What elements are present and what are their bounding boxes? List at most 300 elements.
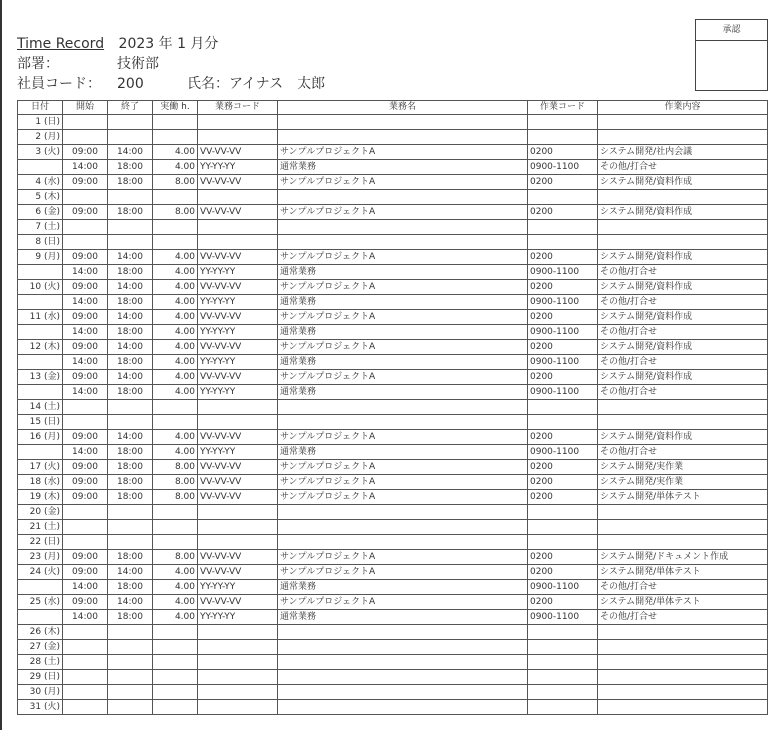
employee-line (17, 73, 325, 93)
date-cell: 16 (月) (18, 430, 63, 445)
start-cell (63, 520, 108, 535)
start-cell: 09:00 (63, 250, 108, 265)
task-code-cell (198, 220, 278, 235)
end-cell: 14:00 (108, 370, 153, 385)
table-row (18, 595, 768, 610)
date-cell: 11 (水) (18, 310, 63, 325)
hours-cell (153, 190, 198, 205)
end-cell (108, 415, 153, 430)
task-code-cell: VV-VV-VV (198, 550, 278, 565)
task-name-cell: サンプルプロジェクトA (278, 175, 528, 190)
task-code-cell: VV-VV-VV (198, 205, 278, 220)
work-code-cell: 0200 (528, 370, 598, 385)
task-code-cell: VV-VV-VV (198, 310, 278, 325)
task-code-cell (198, 625, 278, 640)
hours-cell: 4.00 (153, 430, 198, 445)
task-code-cell (198, 685, 278, 700)
date-cell: 8 (日) (18, 235, 63, 250)
end-cell: 18:00 (108, 475, 153, 490)
work-code-cell: 0900-1100 (528, 295, 598, 310)
work-code-cell: 0200 (528, 250, 598, 265)
work-content-cell: システム開発/資料作成 (598, 430, 768, 445)
work-content-cell (598, 520, 768, 535)
task-code-cell: VV-VV-VV (198, 175, 278, 190)
date-cell (18, 445, 63, 460)
task-name-cell: サンプルプロジェクトA (278, 370, 528, 385)
date-cell: 28 (土) (18, 655, 63, 670)
task-code-cell: VV-VV-VV (198, 430, 278, 445)
task-code-cell: VV-VV-VV (198, 460, 278, 475)
date-cell: 15 (日) (18, 415, 63, 430)
hours-cell (153, 685, 198, 700)
start-cell (63, 655, 108, 670)
work-code-cell: 0200 (528, 175, 598, 190)
work-code-cell (528, 655, 598, 670)
table-row (18, 205, 768, 220)
start-cell: 14:00 (63, 445, 108, 460)
table-row (18, 655, 768, 670)
task-name-cell (278, 700, 528, 715)
start-cell (63, 130, 108, 145)
hours-cell (153, 115, 198, 130)
end-cell: 18:00 (108, 295, 153, 310)
department-value: 技術部 (117, 56, 159, 72)
date-cell: 7 (土) (18, 220, 63, 235)
hours-cell: 4.00 (153, 295, 198, 310)
table-row (18, 220, 768, 235)
work-content-cell: システム開発/資料作成 (598, 370, 768, 385)
task-code-cell (198, 520, 278, 535)
work-code-cell: 0900-1100 (528, 355, 598, 370)
hours-cell: 4.00 (153, 445, 198, 460)
start-cell: 14:00 (63, 160, 108, 175)
task-code-cell (198, 670, 278, 685)
work-content-cell (598, 400, 768, 415)
hours-cell (153, 235, 198, 250)
table-row (18, 310, 768, 325)
end-cell (108, 670, 153, 685)
task-name-cell (278, 625, 528, 640)
date-cell: 24 (火) (18, 565, 63, 580)
hours-cell (153, 415, 198, 430)
table-row (18, 145, 768, 160)
hours-cell: 4.00 (153, 325, 198, 340)
left-edge-line (0, 0, 2, 730)
table-row (18, 685, 768, 700)
start-cell (63, 700, 108, 715)
table-row (18, 580, 768, 595)
task-name-cell (278, 535, 528, 550)
date-cell: 10 (火) (18, 280, 63, 295)
task-name-cell: 通常業務 (278, 160, 528, 175)
work-code-cell: 0200 (528, 430, 598, 445)
date-cell: 9 (月) (18, 250, 63, 265)
table-row (18, 415, 768, 430)
date-header: 日付 (18, 101, 63, 115)
task-name-cell: 通常業務 (278, 580, 528, 595)
task-code-cell: YY-YY-YY (198, 580, 278, 595)
task-code-cell: VV-VV-VV (198, 565, 278, 580)
work-code-cell (528, 685, 598, 700)
end-cell (108, 130, 153, 145)
start-cell: 14:00 (63, 610, 108, 625)
start-cell (63, 190, 108, 205)
date-cell: 13 (金) (18, 370, 63, 385)
task-name-cell (278, 130, 528, 145)
work-content-cell (598, 700, 768, 715)
table-row (18, 265, 768, 280)
task-name-cell (278, 400, 528, 415)
start-cell: 09:00 (63, 145, 108, 160)
end-cell (108, 505, 153, 520)
end-cell (108, 520, 153, 535)
task-code-cell: YY-YY-YY (198, 265, 278, 280)
start-cell: 09:00 (63, 310, 108, 325)
table-row (18, 610, 768, 625)
work-content-cell: システム開発/単体テスト (598, 565, 768, 580)
end-cell (108, 700, 153, 715)
end-cell: 18:00 (108, 550, 153, 565)
date-cell: 12 (木) (18, 340, 63, 355)
task-name-cell: 通常業務 (278, 295, 528, 310)
table-row (18, 385, 768, 400)
start-cell: 09:00 (63, 475, 108, 490)
start-header: 開始 (63, 101, 108, 115)
work-code-cell (528, 115, 598, 130)
work-content-cell (598, 535, 768, 550)
start-cell: 09:00 (63, 460, 108, 475)
task-code-cell: YY-YY-YY (198, 445, 278, 460)
hours-cell (153, 220, 198, 235)
end-cell (108, 640, 153, 655)
end-cell: 18:00 (108, 445, 153, 460)
table-row (18, 250, 768, 265)
table-row (18, 130, 768, 145)
date-cell (18, 580, 63, 595)
work-code-cell: 0200 (528, 145, 598, 160)
hours-cell: 4.00 (153, 595, 198, 610)
work-content-cell: システム開発/単体テスト (598, 490, 768, 505)
work-code-cell: 0200 (528, 340, 598, 355)
start-cell: 14:00 (63, 265, 108, 280)
work-content-cell: システム開発/ドキュメント作成 (598, 550, 768, 565)
date-cell: 18 (水) (18, 475, 63, 490)
table-row (18, 160, 768, 175)
work-code-cell (528, 415, 598, 430)
table-row (18, 190, 768, 205)
date-cell: 20 (金) (18, 505, 63, 520)
start-cell: 09:00 (63, 550, 108, 565)
end-cell: 14:00 (108, 565, 153, 580)
work-code-cell: 0900-1100 (528, 580, 598, 595)
hours-cell: 4.00 (153, 145, 198, 160)
work-code-cell: 0200 (528, 490, 598, 505)
end-cell: 18:00 (108, 490, 153, 505)
date-cell (18, 295, 63, 310)
task-code-cell (198, 190, 278, 205)
work-content-cell (598, 115, 768, 130)
work-content-cell: その他/打合せ (598, 355, 768, 370)
work-content-cell: システム開発/単体テスト (598, 595, 768, 610)
work-content-cell (598, 415, 768, 430)
hours-cell (153, 400, 198, 415)
work-code-cell: 0200 (528, 205, 598, 220)
end-cell (108, 235, 153, 250)
work-content-cell: システム開発/実作業 (598, 460, 768, 475)
task-name-cell: サンプルプロジェクトA (278, 340, 528, 355)
date-cell (18, 610, 63, 625)
table-row (18, 340, 768, 355)
end-cell: 18:00 (108, 580, 153, 595)
hours-cell: 4.00 (153, 370, 198, 385)
task-code-cell: YY-YY-YY (198, 160, 278, 175)
task-name-cell (278, 670, 528, 685)
department-label: 部署： (17, 56, 59, 72)
table-row (18, 355, 768, 370)
work-code-cell: 0900-1100 (528, 445, 598, 460)
end-cell: 14:00 (108, 250, 153, 265)
end-cell (108, 400, 153, 415)
hours-cell: 4.00 (153, 280, 198, 295)
work-content-cell: システム開発/社内会議 (598, 145, 768, 160)
work-code-cell: 0900-1100 (528, 385, 598, 400)
end-cell: 14:00 (108, 280, 153, 295)
hours-cell: 4.00 (153, 340, 198, 355)
date-cell (18, 325, 63, 340)
task-code-cell (198, 235, 278, 250)
work-content-cell: システム開発/資料作成 (598, 310, 768, 325)
hours-cell (153, 640, 198, 655)
hours-header: 実働 h. (153, 101, 198, 115)
work-content-cell: その他/打合せ (598, 160, 768, 175)
task-code-header: 業務コード (198, 101, 278, 115)
department-line (17, 53, 159, 73)
work-code-cell (528, 520, 598, 535)
work-content-cell (598, 235, 768, 250)
start-cell (63, 415, 108, 430)
hours-cell: 4.00 (153, 565, 198, 580)
date-cell: 29 (日) (18, 670, 63, 685)
table-row (18, 670, 768, 685)
hours-cell: 4.00 (153, 310, 198, 325)
work-content-cell: システム開発/資料作成 (598, 205, 768, 220)
work-content-cell: システム開発/資料作成 (598, 340, 768, 355)
end-cell: 14:00 (108, 595, 153, 610)
work-code-cell: 0900-1100 (528, 325, 598, 340)
work-content-cell: システム開発/資料作成 (598, 175, 768, 190)
approval-label: 承認 (696, 20, 767, 41)
table-row (18, 325, 768, 340)
task-name-cell: サンプルプロジェクトA (278, 280, 528, 295)
hours-cell (153, 670, 198, 685)
work-code-cell (528, 535, 598, 550)
task-name-cell: サンプルプロジェクトA (278, 490, 528, 505)
start-cell: 09:00 (63, 565, 108, 580)
task-name-cell (278, 190, 528, 205)
date-cell: 21 (土) (18, 520, 63, 535)
work-code-cell: 0900-1100 (528, 265, 598, 280)
start-cell (63, 670, 108, 685)
table-row (18, 490, 768, 505)
date-cell: 3 (火) (18, 145, 63, 160)
work-code-cell: 0200 (528, 460, 598, 475)
start-cell: 09:00 (63, 340, 108, 355)
table-row (18, 475, 768, 490)
hours-cell: 8.00 (153, 175, 198, 190)
work-content-cell (598, 625, 768, 640)
date-cell: 27 (金) (18, 640, 63, 655)
task-name-cell (278, 520, 528, 535)
date-cell (18, 160, 63, 175)
date-cell (18, 355, 63, 370)
task-name-cell: サンプルプロジェクトA (278, 475, 528, 490)
task-code-cell (198, 415, 278, 430)
start-cell (63, 685, 108, 700)
end-header: 終了 (108, 101, 153, 115)
task-code-cell (198, 640, 278, 655)
hours-cell: 4.00 (153, 580, 198, 595)
end-cell: 18:00 (108, 325, 153, 340)
end-cell: 14:00 (108, 340, 153, 355)
end-cell: 18:00 (108, 355, 153, 370)
hours-cell: 4.00 (153, 160, 198, 175)
table-row (18, 505, 768, 520)
hours-cell: 4.00 (153, 265, 198, 280)
task-name-cell: サンプルプロジェクトA (278, 145, 528, 160)
start-cell: 14:00 (63, 580, 108, 595)
date-cell: 6 (金) (18, 205, 63, 220)
work-code-cell: 0200 (528, 280, 598, 295)
hours-cell (153, 625, 198, 640)
hours-cell (153, 505, 198, 520)
end-cell (108, 655, 153, 670)
task-code-cell: VV-VV-VV (198, 340, 278, 355)
task-name-cell: 通常業務 (278, 325, 528, 340)
table-row (18, 295, 768, 310)
date-cell: 1 (日) (18, 115, 63, 130)
hours-cell (153, 130, 198, 145)
date-cell: 22 (日) (18, 535, 63, 550)
hours-cell: 8.00 (153, 460, 198, 475)
work-content-cell (598, 505, 768, 520)
hours-cell: 4.00 (153, 385, 198, 400)
work-content-cell: その他/打合せ (598, 265, 768, 280)
date-cell: 5 (木) (18, 190, 63, 205)
work-content-cell (598, 190, 768, 205)
task-code-cell: YY-YY-YY (198, 610, 278, 625)
work-code-cell (528, 625, 598, 640)
hours-cell (153, 535, 198, 550)
start-cell (63, 505, 108, 520)
task-code-cell (198, 400, 278, 415)
table-row (18, 535, 768, 550)
table-row (18, 430, 768, 445)
task-name-cell: 通常業務 (278, 385, 528, 400)
task-name-cell (278, 415, 528, 430)
task-name-cell: サンプルプロジェクトA (278, 460, 528, 475)
task-code-cell: VV-VV-VV (198, 145, 278, 160)
task-code-cell: YY-YY-YY (198, 295, 278, 310)
start-cell: 09:00 (63, 490, 108, 505)
task-code-cell: VV-VV-VV (198, 280, 278, 295)
work-code-cell: 0200 (528, 475, 598, 490)
table-row (18, 550, 768, 565)
work-content-cell: システム開発/資料作成 (598, 280, 768, 295)
date-cell: 26 (木) (18, 625, 63, 640)
task-name-cell: 通常業務 (278, 265, 528, 280)
work-code-cell: 0200 (528, 310, 598, 325)
table-row (18, 460, 768, 475)
table-row (18, 625, 768, 640)
work-content-cell (598, 220, 768, 235)
table-row (18, 700, 768, 715)
employee-code-label: 社員コード： (17, 76, 101, 92)
work-code-cell (528, 670, 598, 685)
period: 2023 年 1 月分 (118, 36, 219, 52)
hours-cell (153, 700, 198, 715)
task-name-cell (278, 220, 528, 235)
start-cell: 14:00 (63, 325, 108, 340)
hours-cell (153, 655, 198, 670)
task-name-cell: サンプルプロジェクトA (278, 205, 528, 220)
end-cell (108, 115, 153, 130)
work-code-cell: 0200 (528, 595, 598, 610)
table-row (18, 445, 768, 460)
start-cell: 09:00 (63, 280, 108, 295)
task-name-cell: サンプルプロジェクトA (278, 430, 528, 445)
task-name-cell: 通常業務 (278, 610, 528, 625)
date-cell: 14 (土) (18, 400, 63, 415)
date-cell: 17 (火) (18, 460, 63, 475)
start-cell: 14:00 (63, 385, 108, 400)
start-cell (63, 535, 108, 550)
table-row (18, 640, 768, 655)
task-name-cell (278, 640, 528, 655)
work-code-cell (528, 190, 598, 205)
task-code-cell (198, 115, 278, 130)
work-code-cell (528, 130, 598, 145)
start-cell: 09:00 (63, 430, 108, 445)
start-cell: 09:00 (63, 595, 108, 610)
end-cell: 18:00 (108, 175, 153, 190)
start-cell: 09:00 (63, 370, 108, 385)
task-name-cell: サンプルプロジェクトA (278, 595, 528, 610)
table-row (18, 115, 768, 130)
task-code-cell (198, 655, 278, 670)
work-content-cell: システム開発/資料作成 (598, 250, 768, 265)
hours-cell: 8.00 (153, 205, 198, 220)
work-content-cell: その他/打合せ (598, 325, 768, 340)
title-line (17, 33, 218, 53)
hours-cell: 8.00 (153, 475, 198, 490)
task-code-cell: VV-VV-VV (198, 250, 278, 265)
hours-cell: 8.00 (153, 490, 198, 505)
end-cell: 18:00 (108, 460, 153, 475)
end-cell: 18:00 (108, 265, 153, 280)
date-cell: 25 (水) (18, 595, 63, 610)
date-cell: 31 (火) (18, 700, 63, 715)
start-cell (63, 400, 108, 415)
start-cell: 14:00 (63, 355, 108, 370)
table-row (18, 565, 768, 580)
task-name-cell: 通常業務 (278, 445, 528, 460)
task-code-cell: VV-VV-VV (198, 490, 278, 505)
work-code-cell: 0200 (528, 550, 598, 565)
work-code-cell (528, 505, 598, 520)
end-cell: 18:00 (108, 160, 153, 175)
work-code-cell: 0200 (528, 565, 598, 580)
start-cell (63, 625, 108, 640)
